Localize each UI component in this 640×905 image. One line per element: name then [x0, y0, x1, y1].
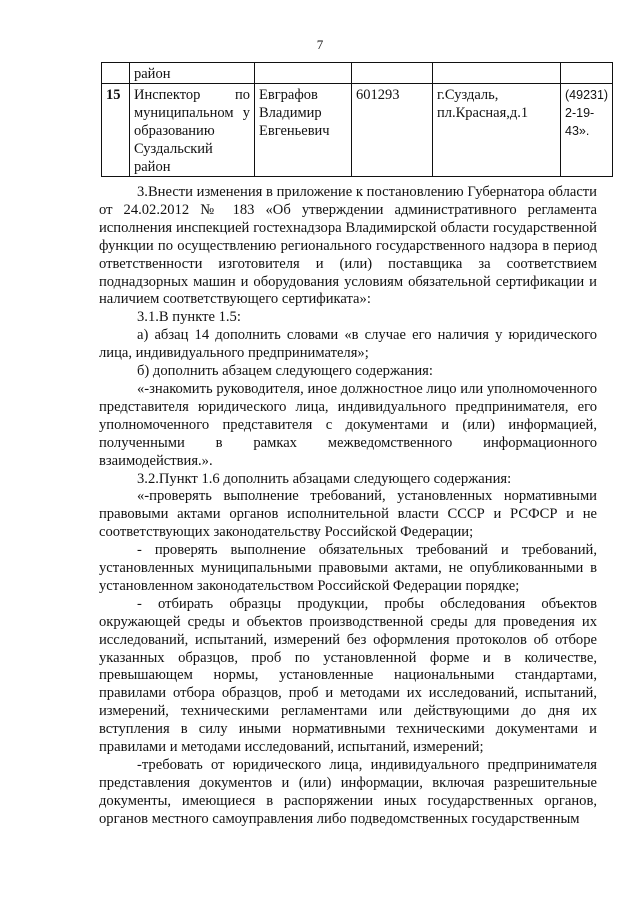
position-cell: Инспектор по муниципальном у образованию Суздальский район [130, 84, 255, 177]
code-cell: 601293 [352, 84, 433, 177]
paragraph: 3.1.В пункте 1.5: [137, 309, 241, 326]
paragraph: 3.Внести изменения в приложение к постановлению Губернатора области от 24.02.2012 № 183 «Об утверждении административного регламента исполнения инспекцией гостехнадзора Владимирской области государственной функции по осуществлению регионального государственного надзора в период ответственности изготовителя и (или) поставщика за соответствием поднадзорных машин и оборудования условиям обязательной сертификации и наличием соответствующего сертификата»: [99, 184, 597, 308]
table-cell [433, 63, 561, 84]
paragraph: б) дополнить абзацем следующего содержания: [137, 363, 433, 380]
table-cell [102, 63, 130, 84]
inspectors-table [101, 62, 613, 177]
paragraph: 3.2.Пункт 1.6 дополнить абзацами следующего содержания: [137, 470, 512, 487]
document-body [99, 184, 597, 829]
table-cell [561, 63, 613, 84]
table-cell [255, 63, 352, 84]
paragraph: -требовать от юридического лица, индивидуального предпринимателя представления документов и (или) информации, включая разрешительные документы, имеющиеся в распоряжении иных государственных органов, органов местного самоуправления либо подведомственных государственным [99, 757, 597, 827]
name-cell: Евграфов Владимир Евгеньевич [255, 84, 352, 177]
row-number: 15 [102, 84, 130, 177]
address-cell: г.Суздаль, пл.Красная,д.1 [433, 84, 561, 177]
paragraph: - отбирать образцы продукции, пробы обследования объектов окружающей среды и объектов производственной среды для проведения их исследований, испытаний, измерений без оформления протоколов об отборе указанных образцов, проб по установленной форме и в количестве, превышающем нормы, установленные национальными стандартами, правилами отбора образцов, проб и методами их исследований, испытаний, измерений, техническими регламентами или действующими до дня их вступления в силу иными нормативными техническими документами и правилами и методами исследований, испытаний, измерений; [99, 595, 597, 756]
phone-cell: (49231) 2-19-43». [561, 84, 613, 177]
table-cell: район [130, 63, 255, 84]
paragraph: - проверять выполнение обязательных требований и требований, установленных муниципальными правовыми актами, не опубликованными в установленном законодательством Российской Федерации порядке; [99, 542, 597, 594]
page-number: 7 [316, 37, 324, 52]
table-cell [352, 63, 433, 84]
paragraph: «-знакомить руководителя, иное должностное лицо или уполномоченного представителя юридического лица, индивидуального предпринимателя, его уполномоченного представителя с документами и (или) информацией, полученными в рамках межведомственного информационного взаимодействия.». [99, 380, 597, 469]
paragraph: «-проверять выполнение требований, установленных нормативными правовыми актами органов исполнительной власти СССР и РСФСР и не соответствующих законодательству Российской Федерации; [99, 488, 597, 541]
table-row [102, 63, 613, 84]
table-row [102, 84, 613, 177]
paragraph: а) абзац 14 дополнить словами «в случае его наличия у юридического лица, индивидуального предпринимателя»; [99, 327, 597, 362]
